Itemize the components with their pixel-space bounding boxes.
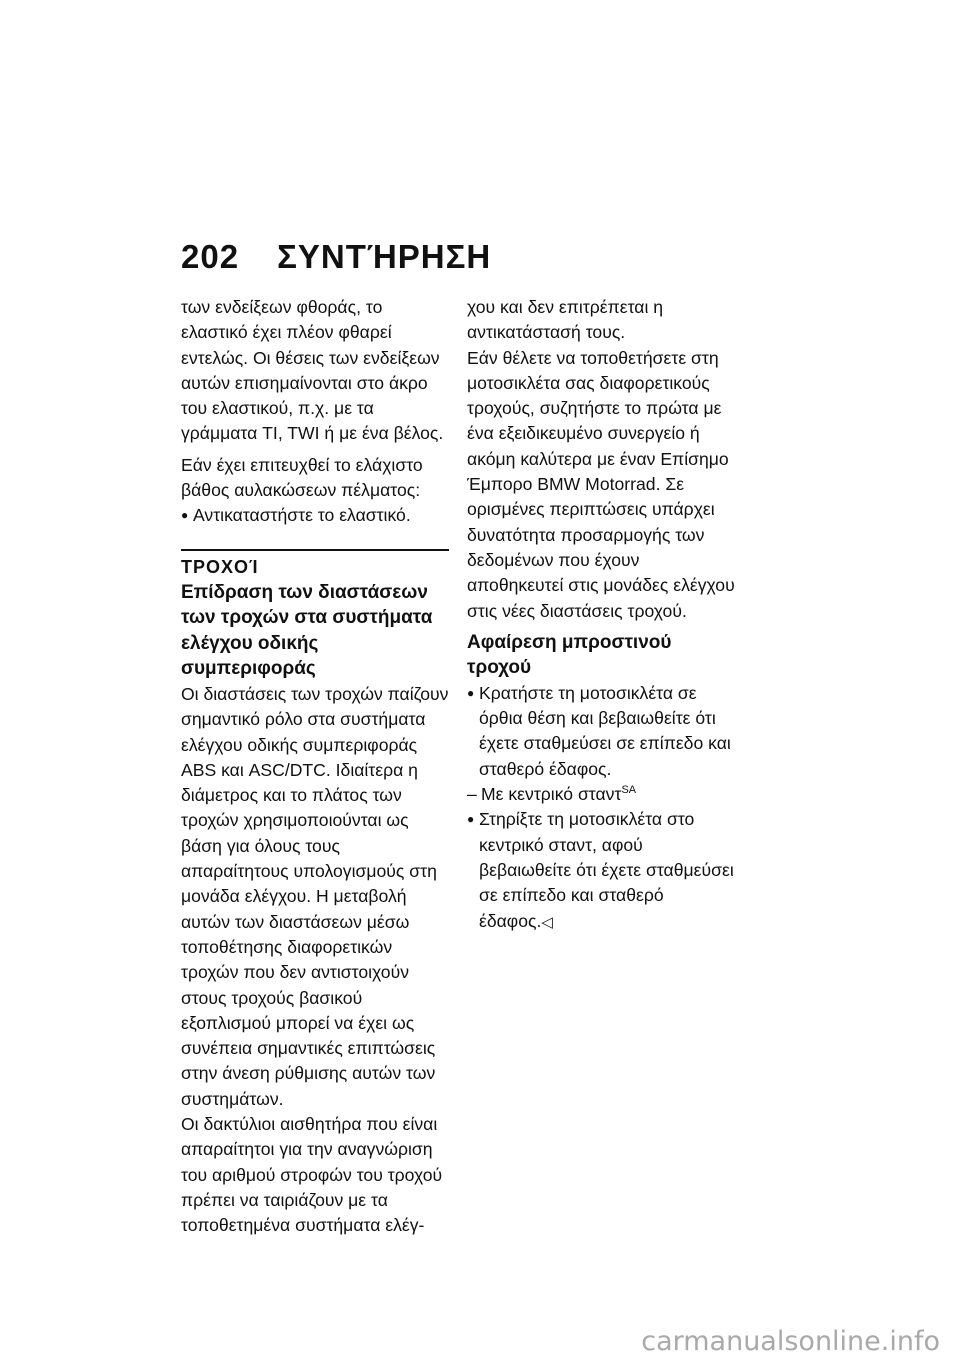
paragraph: Εάν έχει επιτευχθεί το ελάχιστο βάθος αυλακώσεων πέλματος:	[181, 454, 423, 501]
right-column	[467, 295, 735, 935]
bullet-item	[181, 503, 449, 528]
paragraph: Οι δακτύλιοι αισθητήρα που είναι απαραίτητοι για την αναγνώριση του αριθμού στροφών του τροχού πρέπει να ταιριάζουν με τα τοποθετημένα συστήματα ελέγ-	[181, 1114, 443, 1236]
bullet-text: Στηρίξτε τη μοτοσικλέτα στο κεντρικό σταντ, αφού βεβαιωθείτε ότι έχετε σταθμεύσει σε επίπεδο και σταθερό έδαφος.	[479, 809, 734, 931]
section-title: ΤΡΟΧΟΊ	[181, 556, 259, 577]
section-divider	[181, 549, 449, 551]
bullet-item	[467, 681, 735, 782]
sa-superscript: SA	[621, 784, 637, 797]
end-of-section-icon: ◁	[541, 913, 553, 931]
bullet-icon: ●	[467, 812, 475, 827]
paragraph: χου και δεν επιτρέπεται η αντικατάστασή τους.	[467, 297, 664, 343]
page-header	[181, 238, 491, 276]
bullet-icon: ●	[467, 685, 475, 700]
subheading: Επίδραση των διαστάσεων των τροχών στα συστήματα ελέγχου οδικής συμπεριφοράς	[181, 581, 433, 680]
paragraph: Εάν θέλετε να τοποθετήσετε στη μοτοσικλέτα σας διαφορετικούς τροχούς, συζητήστε το πρώτα με ένα εξειδικευμένο συνεργείο ή ακόμη καλύτερα με έναν Επίσημο Έμπορο BMW Motorrad. Σε ορισμένες περιπτώσεις υπάρχει δυνατότητα προσαρμογής των δεδομένων που έχουν αποθηκευτεί στις μονάδες ελέγχου στις νέες διαστάσεις τροχού.	[467, 347, 735, 621]
bullet-text: Κρατήστε τη μοτοσικλέτα σε όρθια θέση και βεβαιωθείτε ότι έχετε σταθμεύσει σε επίπεδο και σταθερό έδαφος.	[479, 682, 731, 779]
bullet-icon: ●	[181, 508, 189, 523]
left-column	[181, 295, 449, 1239]
bullet-item	[467, 807, 735, 934]
condition-item	[467, 782, 735, 807]
page-number: 202	[181, 238, 240, 275]
condition-text: Με κεντρικό σταντ	[481, 784, 622, 805]
dash-icon: –	[467, 784, 477, 805]
paragraph: Οι διαστάσεις των τροχών παίζουν σημαντικό ρόλο στα συστήματα ελέγχου οδικής συμπεριφοράς ABS και ASC/DTC. Ιδιαίτερα η διάμετρος και το πλάτος των τροχών χρησιμοποιούνται ως βάση για όλους τους απαραίτητους υπολογισμούς στη μονάδα ελέγχου. Η μεταβολή αυτών των διαστάσεων μέσω τοποθέτησης διαφορετικών τροχών που δεν αντιστοιχούν στους τροχούς βασικού εξοπλισμού μπορεί να έχει ως συνέπεια σημαντικές επιπτώσεις στην άνεση ρύθμισης αυτών των συστημάτων.	[181, 683, 449, 1109]
subheading: Αφαίρεση μπροστινού τροχού	[467, 631, 672, 679]
bullet-text: Αντικαταστήστε το ελαστικό.	[193, 505, 411, 526]
page-title: ΣΥΝΤΉΡΗΣΗ	[277, 238, 492, 275]
paragraph: των ενδείξεων φθοράς, το ελαστικό έχει πλέον φθαρεί εντελώς. Οι θέσεις των ενδείξεων αυτών επισημαίνονται στο άκρο του ελαστικού, π.χ. με τα γράμματα TI, TWI ή με ένα βέλος.	[181, 297, 444, 444]
watermark: carmanualsonline.info	[641, 1326, 940, 1357]
